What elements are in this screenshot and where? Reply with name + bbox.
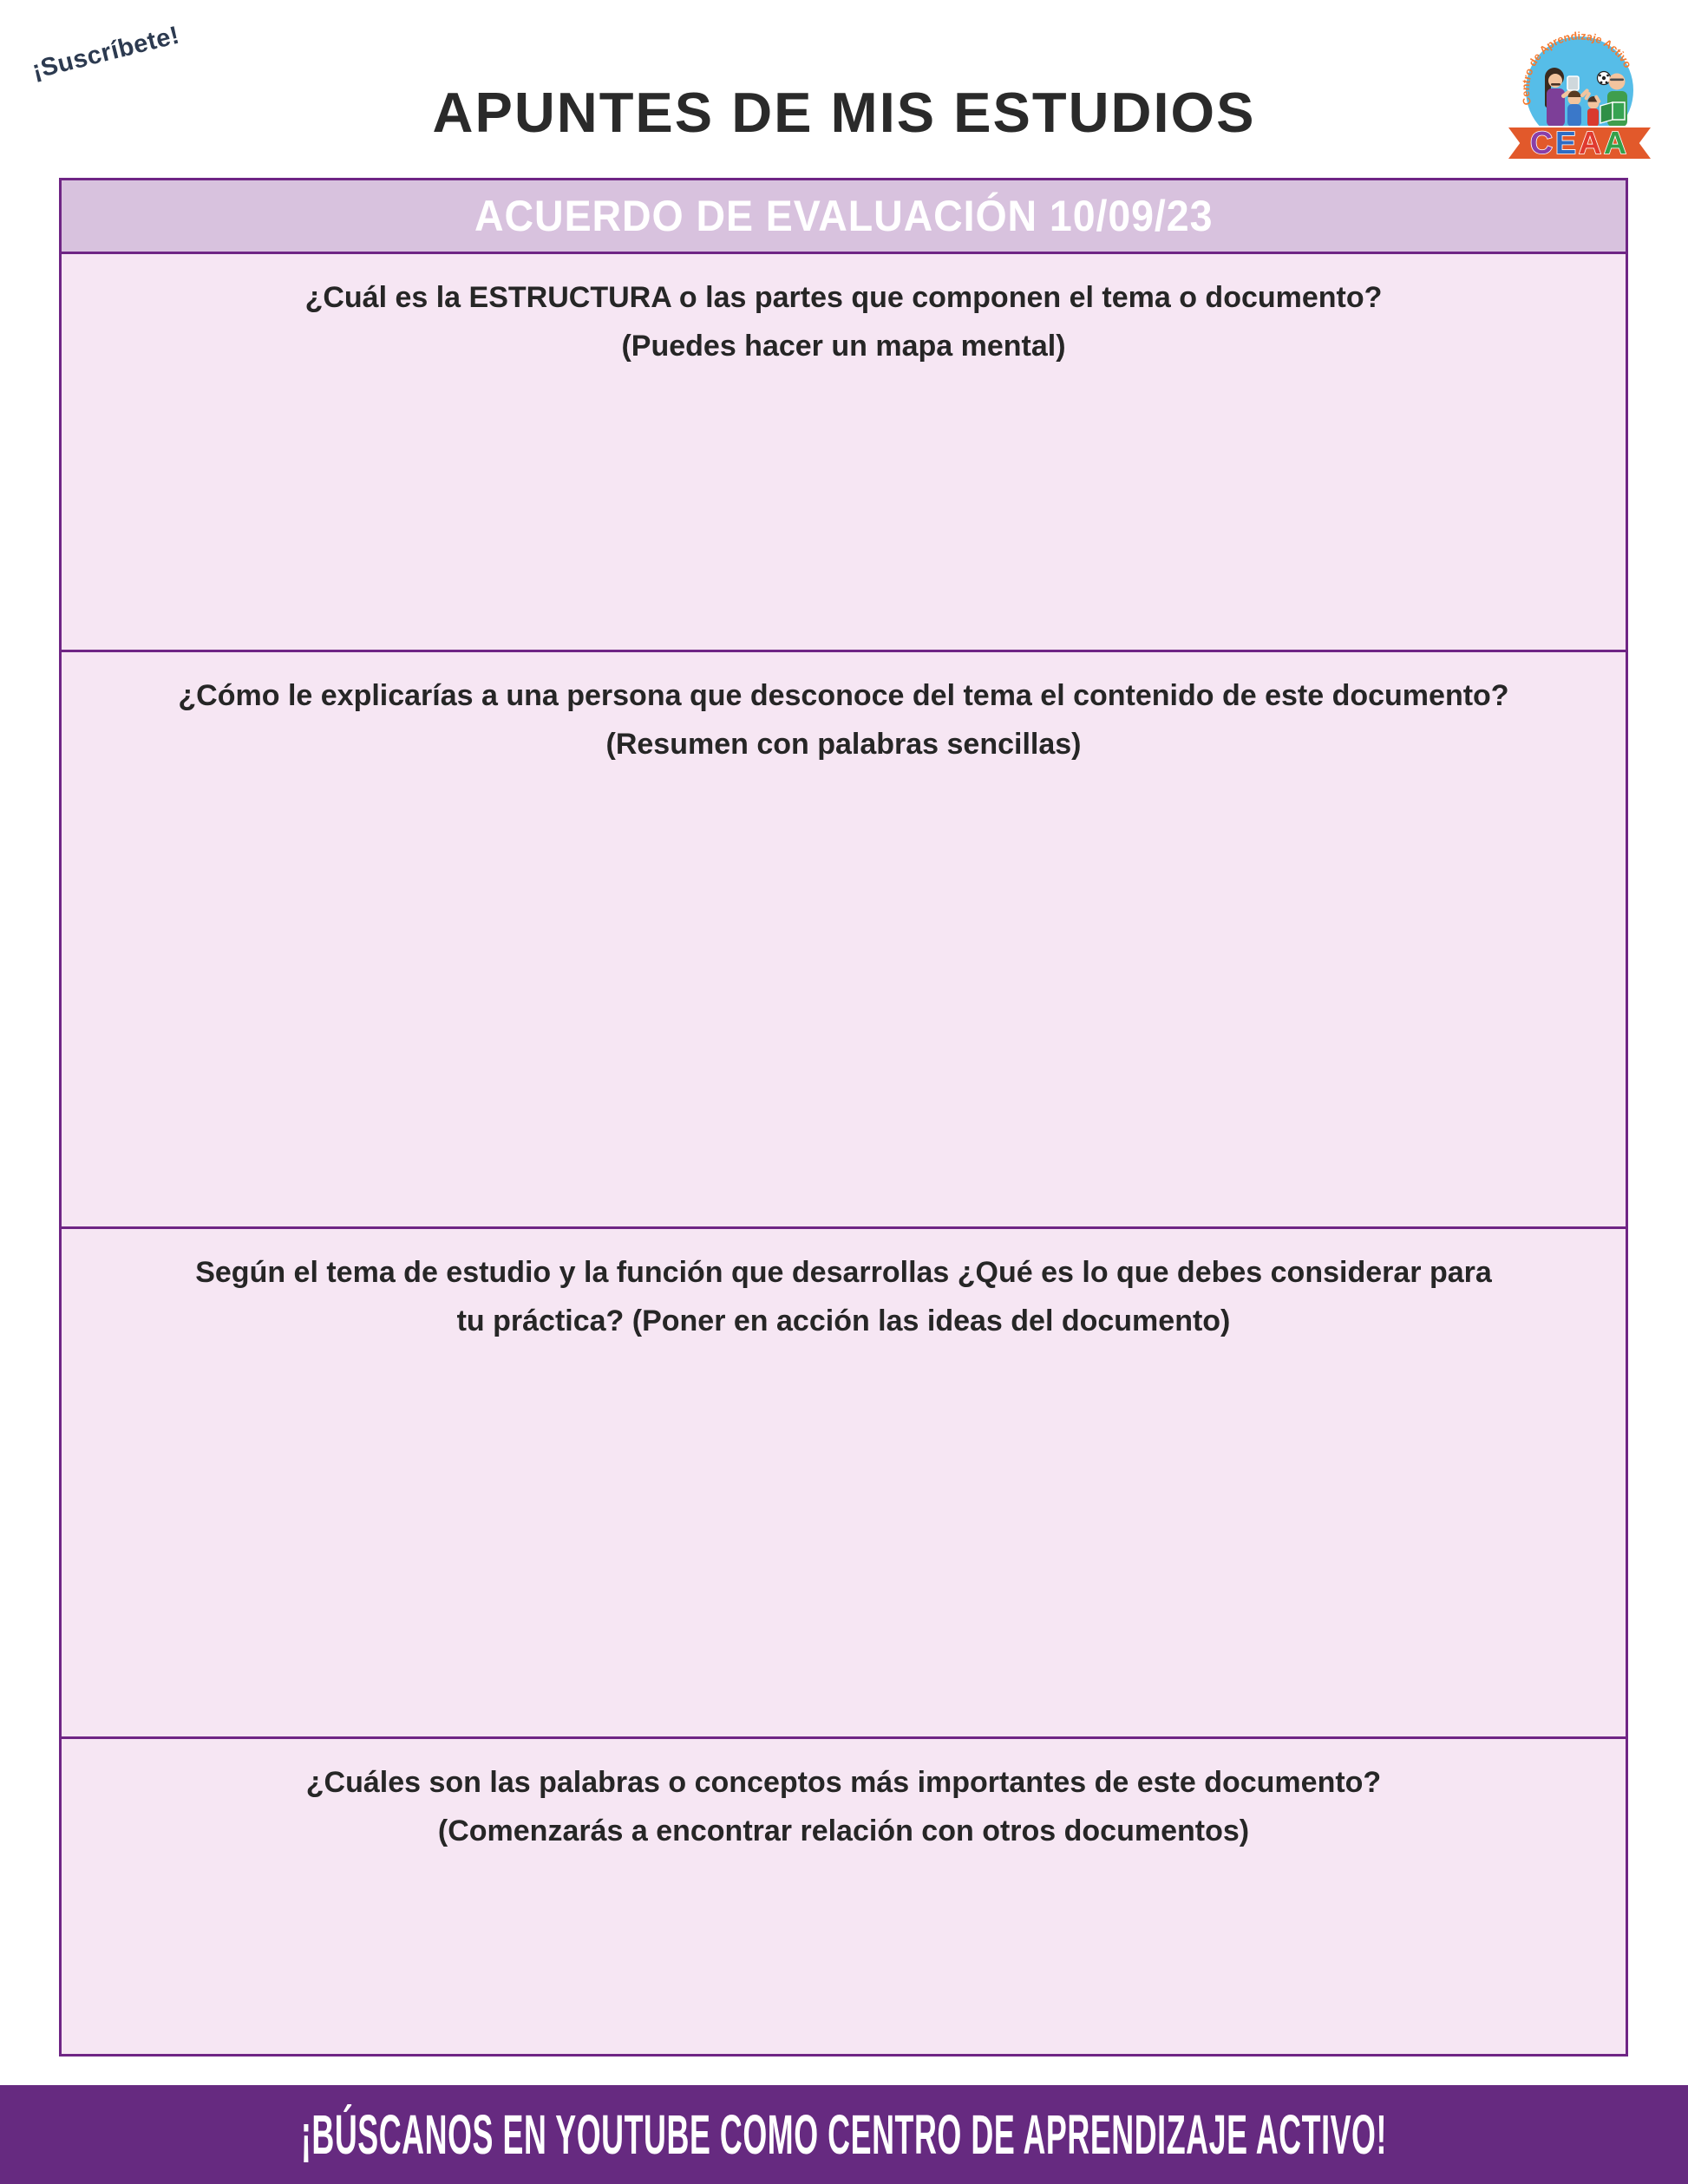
logo-arc-text: Centro de Aprendizaje Activo [1519,29,1634,107]
ceaa-logo [1503,23,1656,167]
question-cell-structure [62,252,1626,650]
question-line: ¿Cómo le explicarías a una persona que desconoce del tema el contenido de este documento? [178,679,1509,712]
question-line: Según el tema de estudio y la función que desarrollas ¿Qué es lo que debes considerar para [195,1256,1492,1289]
youtube-banner-text: ¡BÚSCANOS EN YOUTUBE COMO CENTRO DE APRENDIZAJE ACTIVO! [300,2103,1388,2166]
evaluation-table [59,178,1628,2056]
question-line: tu práctica? (Poner en acción las ideas del documento) [456,1305,1231,1337]
youtube-banner [0,2085,1688,2184]
question-cell-practice [62,1226,1626,1736]
question-line: (Comenzarás a encontrar relación con otros documentos) [437,1815,1250,1847]
table-header [62,180,1626,252]
question-line: (Resumen con palabras sencillas) [605,728,1082,761]
soccer-ball-icon [1598,72,1611,85]
question-cell-summary [62,650,1626,1226]
page-title: APUNTES DE MIS ESTUDIOS [432,81,1256,144]
question-line: ¿Cuáles son las palabras o conceptos más importantes de este documento? [305,1766,1382,1799]
question-line: (Puedes hacer un mapa mental) [621,330,1066,363]
question-line: ¿Cuál es la ESTRUCTURA o las partes que componen el tema o documento? [304,281,1383,314]
question-cell-keywords [62,1736,1626,2054]
table-header-title: ACUERDO DE EVALUACIÓN 10/09/23 [474,192,1214,240]
subscribe-label: ¡Suscríbete! [29,21,183,85]
logo-acronym: CEAA [1529,125,1630,160]
